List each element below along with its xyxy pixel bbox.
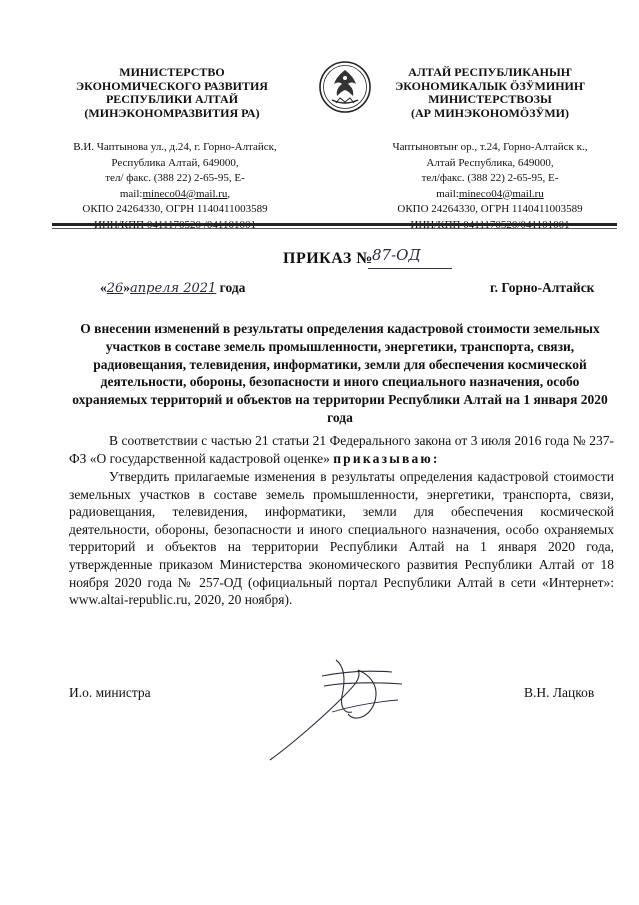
contact-line	[370, 171, 610, 202]
email-link[interactable]: mineco04@mail.ru	[142, 187, 228, 200]
ministry-name-ru-line: МИНИСТЕРСТВО	[119, 65, 225, 79]
order-number-handwritten: 87-ОД	[372, 246, 421, 264]
phone-text: тел/факс. (388 22) 2-65-95, E-mail:	[421, 172, 559, 200]
email-link[interactable]: mineco04@mail.ru	[458, 187, 544, 200]
address-line: Республика Алтай, 649000,	[111, 156, 239, 169]
order-title: ПРИКАЗ №	[283, 250, 373, 267]
signatory-position: И.о. министра	[69, 685, 151, 700]
ministry-name-alt	[380, 66, 600, 120]
date-day-handwritten: 26	[106, 281, 124, 296]
order-subject: О внесении изменений в результаты определения кадастровой стоимости земельных участков в составе земель промышленности, энергетики, транспорта, связи, радиовещания, телевидения, информатики, земли для обеспечения космической деятельности, обороны, безопасности и иного специального назначения, особо охраняемых территорий и объектов на территории Республики Алтай на 1 января 2020 года	[72, 321, 608, 425]
address-alt	[370, 140, 610, 233]
city-label: г. Горно-Алтайск	[490, 280, 595, 295]
registry-line: ОКПО 24264330, ОГРН 1140411003589	[82, 203, 268, 215]
punctuation: ,	[227, 187, 231, 200]
ministry-name-ru	[62, 66, 282, 120]
handwritten-signature	[262, 656, 412, 768]
ministry-name-ru-line: РЕСПУБЛИКИ АЛТАЙ	[105, 92, 239, 106]
body-paragraph-1	[69, 432, 614, 467]
address-ru	[55, 140, 295, 233]
registry-line: ОКПО 24264330, ОГРН 1140411003589	[397, 203, 583, 215]
header-divider-thin	[52, 228, 617, 229]
quote-close: »	[123, 280, 131, 295]
address-line: Чаптыновтыҥ ор., т.24, Горно-Алтайск к.,	[392, 141, 588, 153]
ministry-name-alt-line: ЭКОНОМИКАЛЫК ӦЗӰМИНИҤ	[395, 78, 585, 93]
ministry-name-alt-line: АЛТАЙ РЕСПУБЛИКАНЫҤ	[408, 65, 572, 79]
coat-of-arms-emblem	[318, 60, 372, 114]
body-paragraph-2: Утвердить прилагаемые изменения в результаты определения кадастровой стоимости земельных участков в составе земель промышленности, энергетики, транспорта, связи, радиовещания, телевидения, информатики, земли для обеспечения космической деятельности, обороны, безопасности и иного специального назначения, особо охраняемых территорий и объектов на территории Республики Алтай на 1 января 2020 года, утвержденные приказом Министерства экономического развития Республики Алтай от 18 ноября 2020 года № 257-ОД (официальный портал Республики Алтай в сети «Интернет»: www.altai-republic.ru, 2020, 20 ноября).	[69, 469, 614, 608]
order-number-underline	[368, 268, 452, 269]
phone-text: тел/ факс. (388 22) 2-65-95, E-mail:	[105, 172, 245, 200]
order-command: приказываю:	[333, 450, 440, 466]
address-line: Алтай Республика, 649000,	[426, 156, 554, 169]
signatory-name: В.Н. Лацков	[524, 685, 595, 700]
ministry-name-ru-line: (МИНЭКОНОМРАЗВИТИЯ РА)	[84, 105, 260, 120]
paragraph-text: В соответствии с частью 21 статьи 21 Федерального закона от 3 июля 2016 года № 237-ФЗ «О государственной кадастровой оценке»	[69, 433, 614, 466]
ministry-name-alt-line: (АР МИНЭКОНОМӦЗӰМИ)	[411, 105, 569, 120]
contact-line	[55, 171, 295, 202]
ministry-name-ru-line: ЭКОНОМИЧЕСКОГО РАЗВИТИЯ	[76, 78, 268, 93]
header-divider-thick	[52, 223, 617, 226]
date-month-year-handwritten: апреля 2021	[130, 281, 217, 296]
ministry-name-alt-line: МИНИСТЕРСТВОЗЫ	[428, 92, 552, 106]
quote-open: «	[100, 280, 107, 295]
address-line: В.И. Чаптынова ул., д.24, г. Горно-Алтайск,	[73, 141, 277, 153]
date-suffix: года	[219, 280, 246, 295]
order-date	[100, 280, 245, 296]
